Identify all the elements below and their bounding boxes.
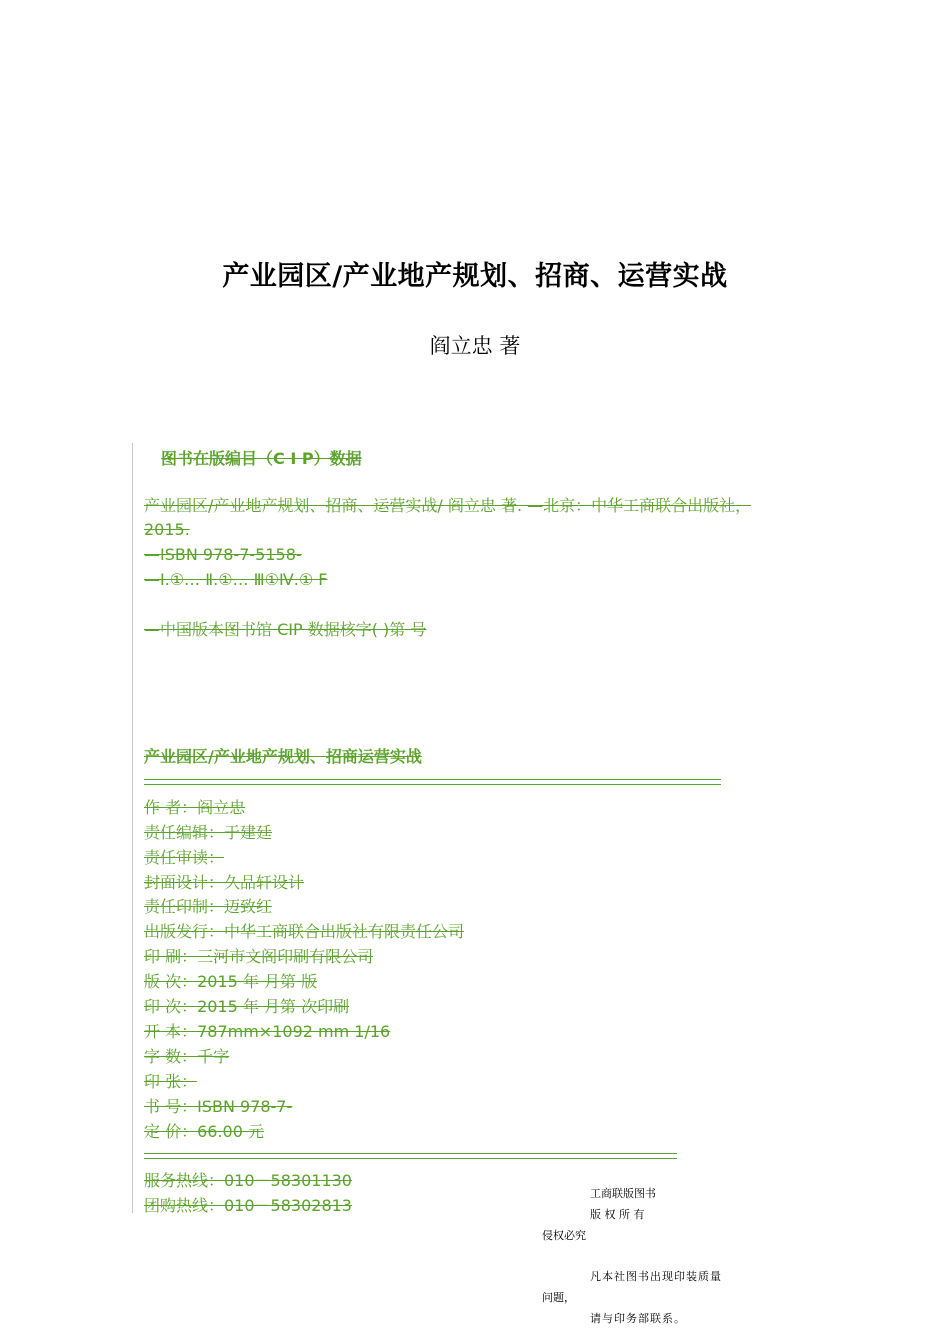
cip-line: —ISBN 978-7-5158- <box>144 545 302 564</box>
colophon-row: 开 本：787mm×1092 mm 1/16 <box>144 1022 391 1041</box>
notice-line: 问题， <box>542 1291 575 1304</box>
colophon-row: 印 次：2015 年 月第 次印刷 <box>144 997 350 1016</box>
colophon-row: 封面设计：久品轩设计 <box>144 873 305 892</box>
colophon-row: 责任印制：迈致红 <box>144 897 273 916</box>
double-rule <box>144 779 721 785</box>
cip-line: —中国版本图书馆 CIP 数据核字( )第 号 <box>144 620 427 639</box>
colophon-row: 责任编辑：于建廷 <box>144 823 273 842</box>
notice-line: 工商联版图书 <box>590 1187 656 1200</box>
cip-heading: 图书在版编目（C I P）数据 <box>161 449 362 468</box>
colophon-title: 产业园区/产业地产规划、招商运营实战 <box>144 747 422 766</box>
colophon-row: 定 价：66.00 元 <box>144 1122 264 1141</box>
notice-line: 侵权必究 <box>542 1229 586 1242</box>
hotline-service: 服务热线：010－58301130 <box>144 1171 352 1190</box>
colophon-row: 作 者：阎立忠 <box>144 798 246 817</box>
notice-line: 版 权 所 有 <box>590 1208 645 1221</box>
book-author: 阎立忠 著 <box>429 334 521 358</box>
book-title: 产业园区/产业地产规划、招商、运营实战 <box>222 261 728 292</box>
notice-line: 凡本社图书出现印装质量 <box>590 1270 722 1283</box>
colophon-row: 版 次：2015 年 月第 版 <box>144 972 318 991</box>
notice-line: 请与印务部联系。 <box>590 1312 686 1325</box>
colophon-row: 印 张： <box>144 1072 198 1091</box>
double-rule <box>144 1153 677 1159</box>
colophon-row: 责任审读： <box>144 848 225 867</box>
colophon-row: 字 数：千字 <box>144 1047 230 1066</box>
colophon-row: 出版发行：中华工商联合出版社有限责任公司 <box>144 922 465 941</box>
margin-rule <box>132 443 133 1213</box>
hotline-group: 团购热线：010－58302813 <box>144 1196 352 1215</box>
cip-line: 产业园区/产业地产规划、招商、运营实战/ 阎立忠 著. —北京：中华工商联合出版社， <box>144 496 752 515</box>
cip-line: —Ⅰ.①… Ⅱ.①… Ⅲ①Ⅳ.① F <box>144 570 328 589</box>
colophon-row: 印 刷：三河市文阁印刷有限公司 <box>144 947 374 966</box>
colophon-row: 书 号：ISBN 978-7- <box>144 1097 293 1116</box>
cip-line: 2015. <box>144 520 190 539</box>
